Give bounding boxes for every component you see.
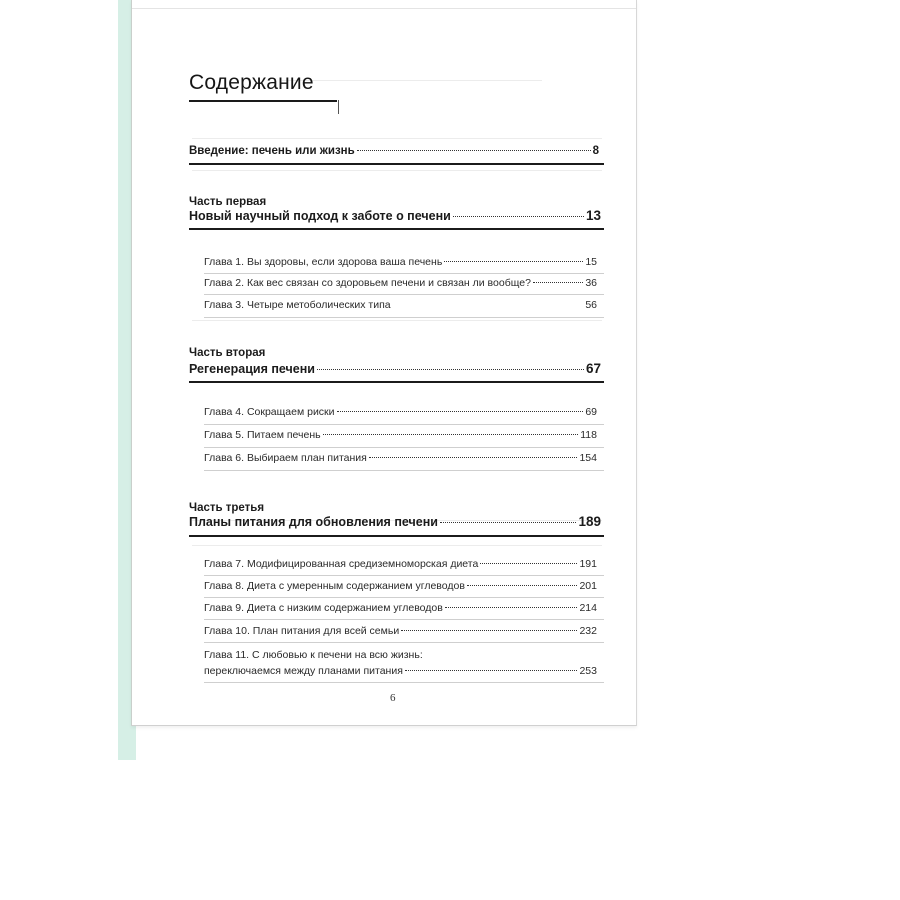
toc-entry-label: Глава 2. Как вес связан со здоровьем печени и связан ли вообще? [204, 277, 531, 289]
dot-leader [467, 585, 578, 586]
toc-entry-page: 67 [585, 361, 601, 376]
toc-entry-label: Глава 9. Диета с низким содержанием углеводов [204, 602, 443, 614]
toc-entry-page: 15 [585, 256, 597, 268]
dot-leader [369, 457, 578, 458]
dot-leader [445, 607, 578, 608]
toc-entry-chapter [204, 256, 597, 268]
toc-entry-chapter [204, 625, 597, 637]
toc-entry-page: 232 [579, 625, 597, 637]
toc-entry-label: Глава 1. Вы здоровы, если здорова ваша печень [204, 256, 443, 268]
chapter-divider [204, 619, 604, 620]
dot-leader [480, 563, 577, 564]
part-label: Часть третья [189, 502, 265, 514]
toc-entry-chapter [204, 429, 597, 441]
toc-entry-page: 154 [579, 452, 597, 464]
dot-leader [393, 304, 584, 305]
toc-entry-page: 253 [579, 665, 597, 677]
chapter-divider [204, 470, 604, 471]
toc-entry-part [189, 514, 601, 529]
toc-entry-chapter [204, 558, 597, 570]
toc-entry-page: 56 [585, 299, 597, 311]
toc-entry-label: Глава 6. Выбираем план питания [204, 452, 367, 464]
page-top-edge [132, 8, 636, 9]
bleed-through-line [282, 80, 542, 81]
toc-entry-chapter [204, 277, 597, 289]
section-rule [189, 535, 604, 537]
dot-leader [405, 670, 578, 671]
dot-leader [453, 216, 584, 217]
toc-entry-label: переключаемся между планами питания [204, 665, 403, 677]
page-title: Содержание [189, 71, 314, 94]
toc-entry-label: Глава 8. Диета с умеренным содержанием углеводов [204, 580, 465, 592]
bleed-through-line [192, 170, 602, 171]
part-label: Часть первая [189, 196, 267, 208]
chapter-divider [204, 273, 604, 274]
chapter-divider [204, 447, 604, 448]
toc-entry-chapter [204, 602, 597, 614]
toc-entry-page: 13 [585, 208, 601, 223]
chapter-divider [204, 682, 604, 683]
toc-entry-label: Глава 4. Сокращаем риски [204, 406, 335, 418]
toc-entry-page: 118 [580, 429, 597, 441]
toc-entry-part [189, 208, 601, 223]
dot-leader [440, 522, 577, 523]
section-rule [189, 228, 604, 230]
toc-entry-label: Глава 5. Питаем печень [204, 429, 321, 441]
dot-leader [444, 261, 583, 262]
chapter-divider [204, 642, 604, 643]
toc-entry-label: Новый научный подход к заботе о печени [189, 209, 451, 223]
toc-entry-label: Глава 7. Модифицированная средиземноморская диета [204, 558, 479, 570]
toc-entry-page: 8 [592, 145, 599, 157]
toc-entry-chapter [204, 452, 597, 464]
dot-leader [317, 369, 584, 370]
toc-entry-page: 201 [579, 580, 597, 592]
toc-entry-chapter [204, 580, 597, 592]
toc-entry-chapter [204, 665, 597, 677]
chapter-divider [204, 575, 604, 576]
chapter-divider [204, 597, 604, 598]
toc-entry-label: Планы питания для обновления печени [189, 515, 438, 529]
chapter-divider [204, 317, 604, 318]
part-label: Часть вторая [189, 347, 266, 359]
toc-entry-label: Глава 10. План питания для всей семьи [204, 625, 400, 637]
book-page [131, 0, 637, 726]
toc-entry-label: Регенерация печени [189, 362, 315, 376]
dot-leader [357, 150, 591, 151]
toc-entry-intro [189, 145, 599, 157]
chapter-divider [204, 424, 604, 425]
toc-entry-page: 36 [585, 277, 597, 289]
toc-entry-chapter-line1: Глава 11. С любовью к печени на всю жизнь: [204, 649, 423, 661]
title-rule-tick [338, 100, 339, 114]
toc-entry-page: 189 [578, 514, 601, 529]
toc-entry-chapter [204, 299, 597, 311]
toc-entry-label: Глава 3. Четыре метоболических типа [204, 299, 391, 311]
dot-leader [337, 411, 584, 412]
section-rule [189, 381, 604, 383]
title-underline [189, 100, 337, 102]
dot-leader [401, 630, 577, 631]
toc-entry-label: Введение: печень или жизнь [189, 145, 355, 157]
chapter-divider [204, 294, 604, 295]
dot-leader [533, 282, 583, 283]
bleed-through-line [192, 138, 602, 139]
bleed-through-line [192, 545, 602, 546]
section-rule [189, 163, 604, 165]
bleed-through-line [192, 320, 602, 321]
toc-entry-chapter [204, 406, 597, 418]
toc-entry-part [189, 361, 601, 376]
toc-entry-page: 69 [585, 406, 597, 418]
toc-entry-page: 191 [579, 558, 597, 570]
toc-entry-page: 214 [579, 602, 597, 614]
page-number: 6 [390, 692, 396, 704]
dot-leader [323, 434, 579, 435]
